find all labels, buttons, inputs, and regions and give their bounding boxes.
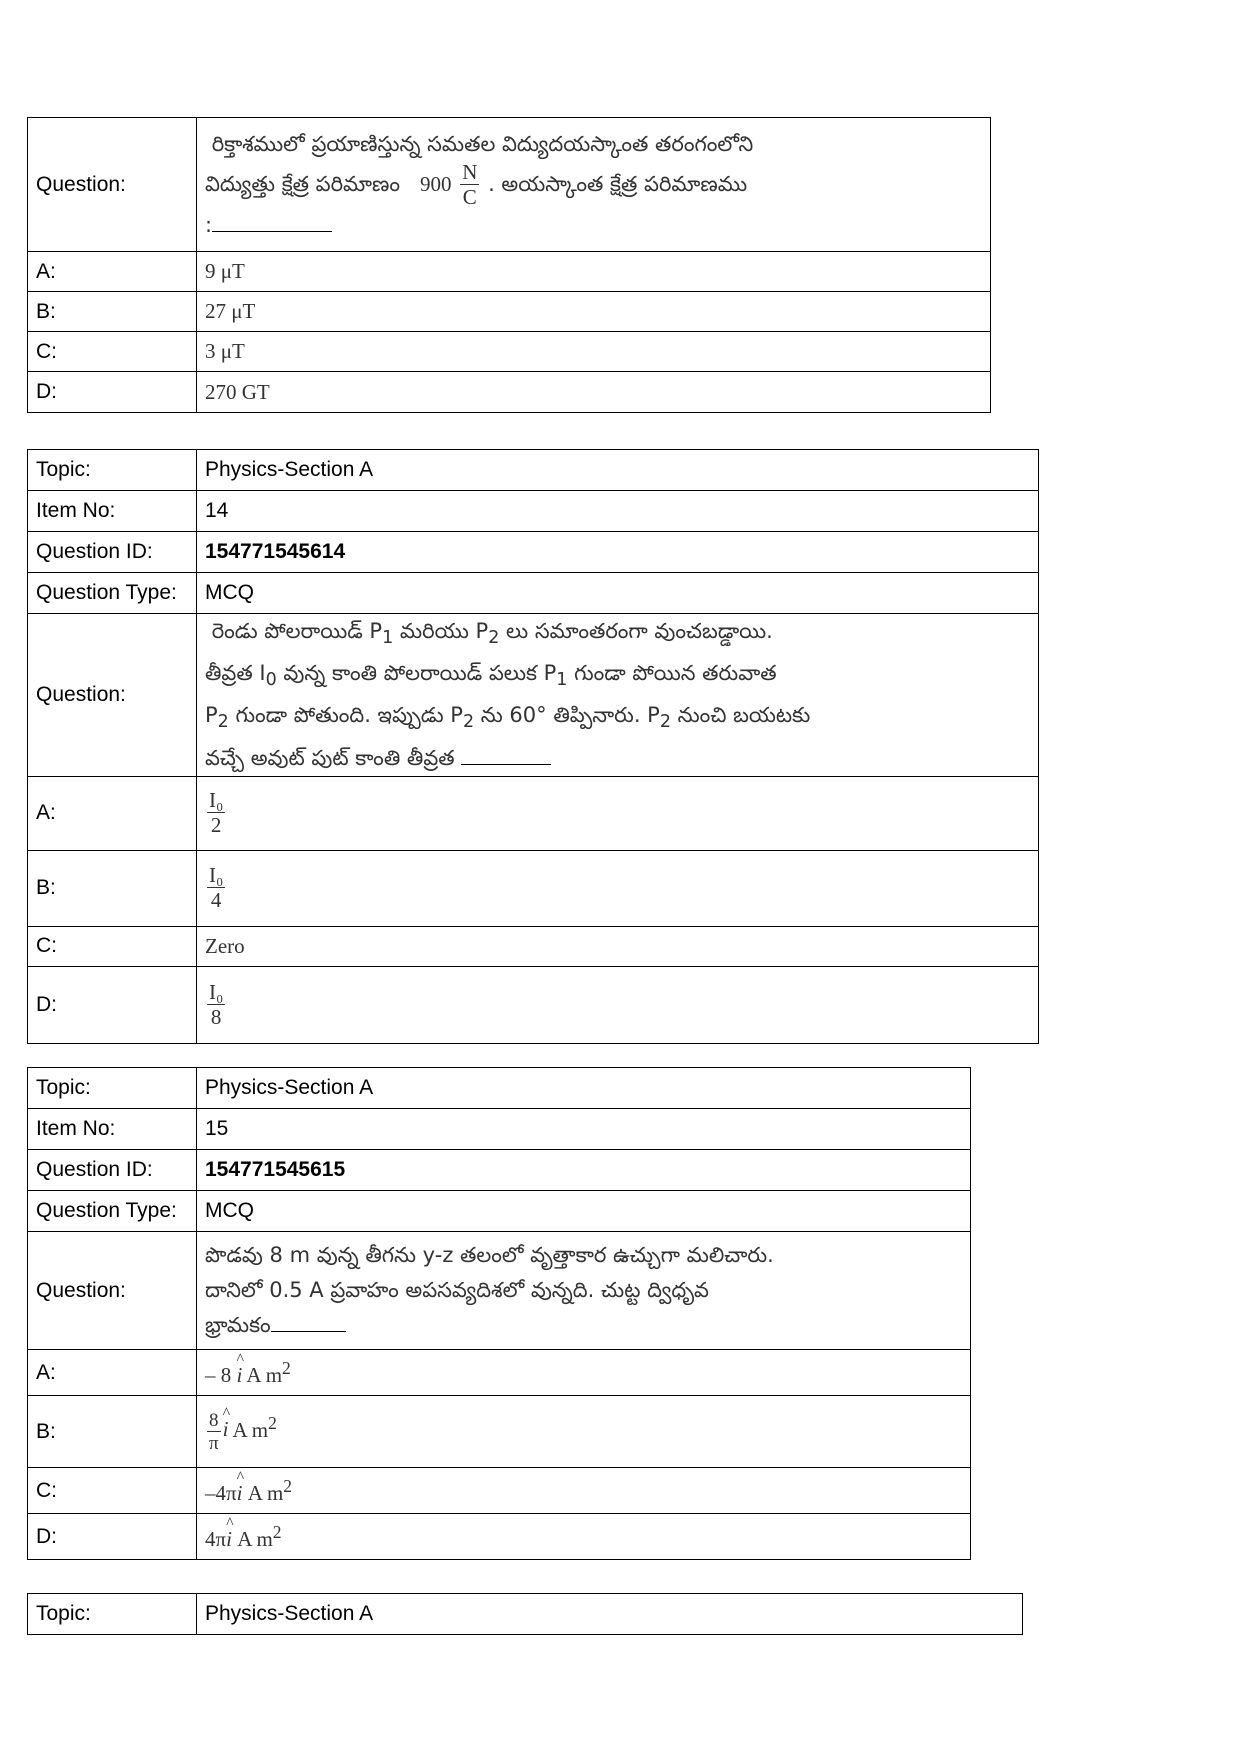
item-value: 15 bbox=[197, 1109, 971, 1150]
question-table-16 bbox=[27, 1593, 1023, 1635]
option-c: 3 μT bbox=[197, 332, 991, 372]
option-a: $\frac{\text{I₀}}{2}$ bbox=[197, 776, 1039, 850]
topic-label: Topic: bbox=[28, 1068, 197, 1109]
option-d: $\frac{\text{I₀}}{8}$ bbox=[197, 966, 1039, 1043]
option-label-a: A: bbox=[28, 252, 197, 292]
topic-label: Topic: bbox=[28, 450, 197, 491]
option-b: 27 μT bbox=[197, 292, 991, 332]
option-b: $\frac{\text{I₀}}{4}$ bbox=[197, 850, 1039, 926]
question-table-14 bbox=[27, 449, 1039, 1044]
option-b: $\frac{8}{\pi}$ ^ i A $m^2$ bbox=[197, 1396, 971, 1468]
question-label: Question: bbox=[28, 614, 197, 777]
option-label-d: D: bbox=[28, 1514, 197, 1560]
option-label-a: A: bbox=[28, 776, 197, 850]
question-id-label: Question ID: bbox=[28, 1150, 197, 1191]
question-label: Question: bbox=[28, 118, 197, 252]
topic-value: Physics-Section A bbox=[197, 1068, 971, 1109]
topic-value: Physics-Section A bbox=[197, 1594, 1023, 1635]
option-label-c: C: bbox=[28, 332, 197, 372]
item-label: Item No: bbox=[28, 1109, 197, 1150]
question-id-value: 154771545615 bbox=[197, 1150, 971, 1191]
question-table-13 bbox=[27, 117, 991, 413]
topic-label: Topic: bbox=[28, 1594, 197, 1635]
question-id-label: Question ID: bbox=[28, 532, 197, 573]
option-label-b: B: bbox=[28, 292, 197, 332]
question-text: పొడవు 8 m వున్న తీగను y-z తలంలో వృత్తాకార ఉచ్చుగా మలిచారు. దానిలో 0.5 A ప్రవాహం అపసవ్యదిశలో వున్నది. చుట్ట ద్విధృవ భ్రామకం bbox=[197, 1232, 971, 1350]
option-a: 9 μT bbox=[197, 252, 991, 292]
item-value: 14 bbox=[197, 491, 1039, 532]
option-d: 4π^ i A $m^2$ bbox=[197, 1514, 971, 1560]
question-id-value: 154771545614 bbox=[197, 532, 1039, 573]
option-c: Zero bbox=[197, 926, 1039, 966]
topic-value: Physics-Section A bbox=[197, 450, 1039, 491]
question-text: రెండు పోలరాయిడ్ $P_1$ మరియు $P_2$ లు సమాంతరంగా వుంచబడ్డాయి. తీవ్రత $I_0$ వున్న కాంతి పోలరాయిడ్ పలుక $P_1$ గుండా పోయిన తరువాత $P_2$ గుండా పోతుంది. ఇప్పుడు $P_2$ ను 60° తిప్పినారు. $P_2$ నుంచి బయటకు వచ్చే అవుట్ పుట్ కాంతి తీవ్రత bbox=[197, 614, 1039, 777]
question-type-value: MCQ bbox=[197, 1191, 971, 1232]
option-label-a: A: bbox=[28, 1350, 197, 1396]
option-label-c: C: bbox=[28, 1468, 197, 1514]
question-type-value: MCQ bbox=[197, 573, 1039, 614]
option-c: –4π^ i A $m^2$ bbox=[197, 1468, 971, 1514]
question-label: Question: bbox=[28, 1232, 197, 1350]
fraction: $\frac{N}{C}$ bbox=[462, 159, 478, 209]
option-d: 270 GT bbox=[197, 372, 991, 413]
option-label-d: D: bbox=[28, 372, 197, 413]
question-type-label: Question Type: bbox=[28, 573, 197, 614]
question-table-15 bbox=[27, 1067, 971, 1560]
question-text: రిక్తాశములో ప్రయాణిస్తున్న సమతల విద్యుదయస్కాంత తరంగంలోని విద్యుత్తు క్షేత్ర పరిమాణం 900 $\frac{N}{C}$ . అయస్కాంత క్షేత్ర పరిమాణము : bbox=[197, 118, 991, 252]
option-label-d: D: bbox=[28, 966, 197, 1043]
item-label: Item No: bbox=[28, 491, 197, 532]
option-a: – 8 ^ i A $m^2$ bbox=[197, 1350, 971, 1396]
option-label-b: B: bbox=[28, 850, 197, 926]
question-type-label: Question Type: bbox=[28, 1191, 197, 1232]
option-label-b: B: bbox=[28, 1396, 197, 1468]
option-label-c: C: bbox=[28, 926, 197, 966]
